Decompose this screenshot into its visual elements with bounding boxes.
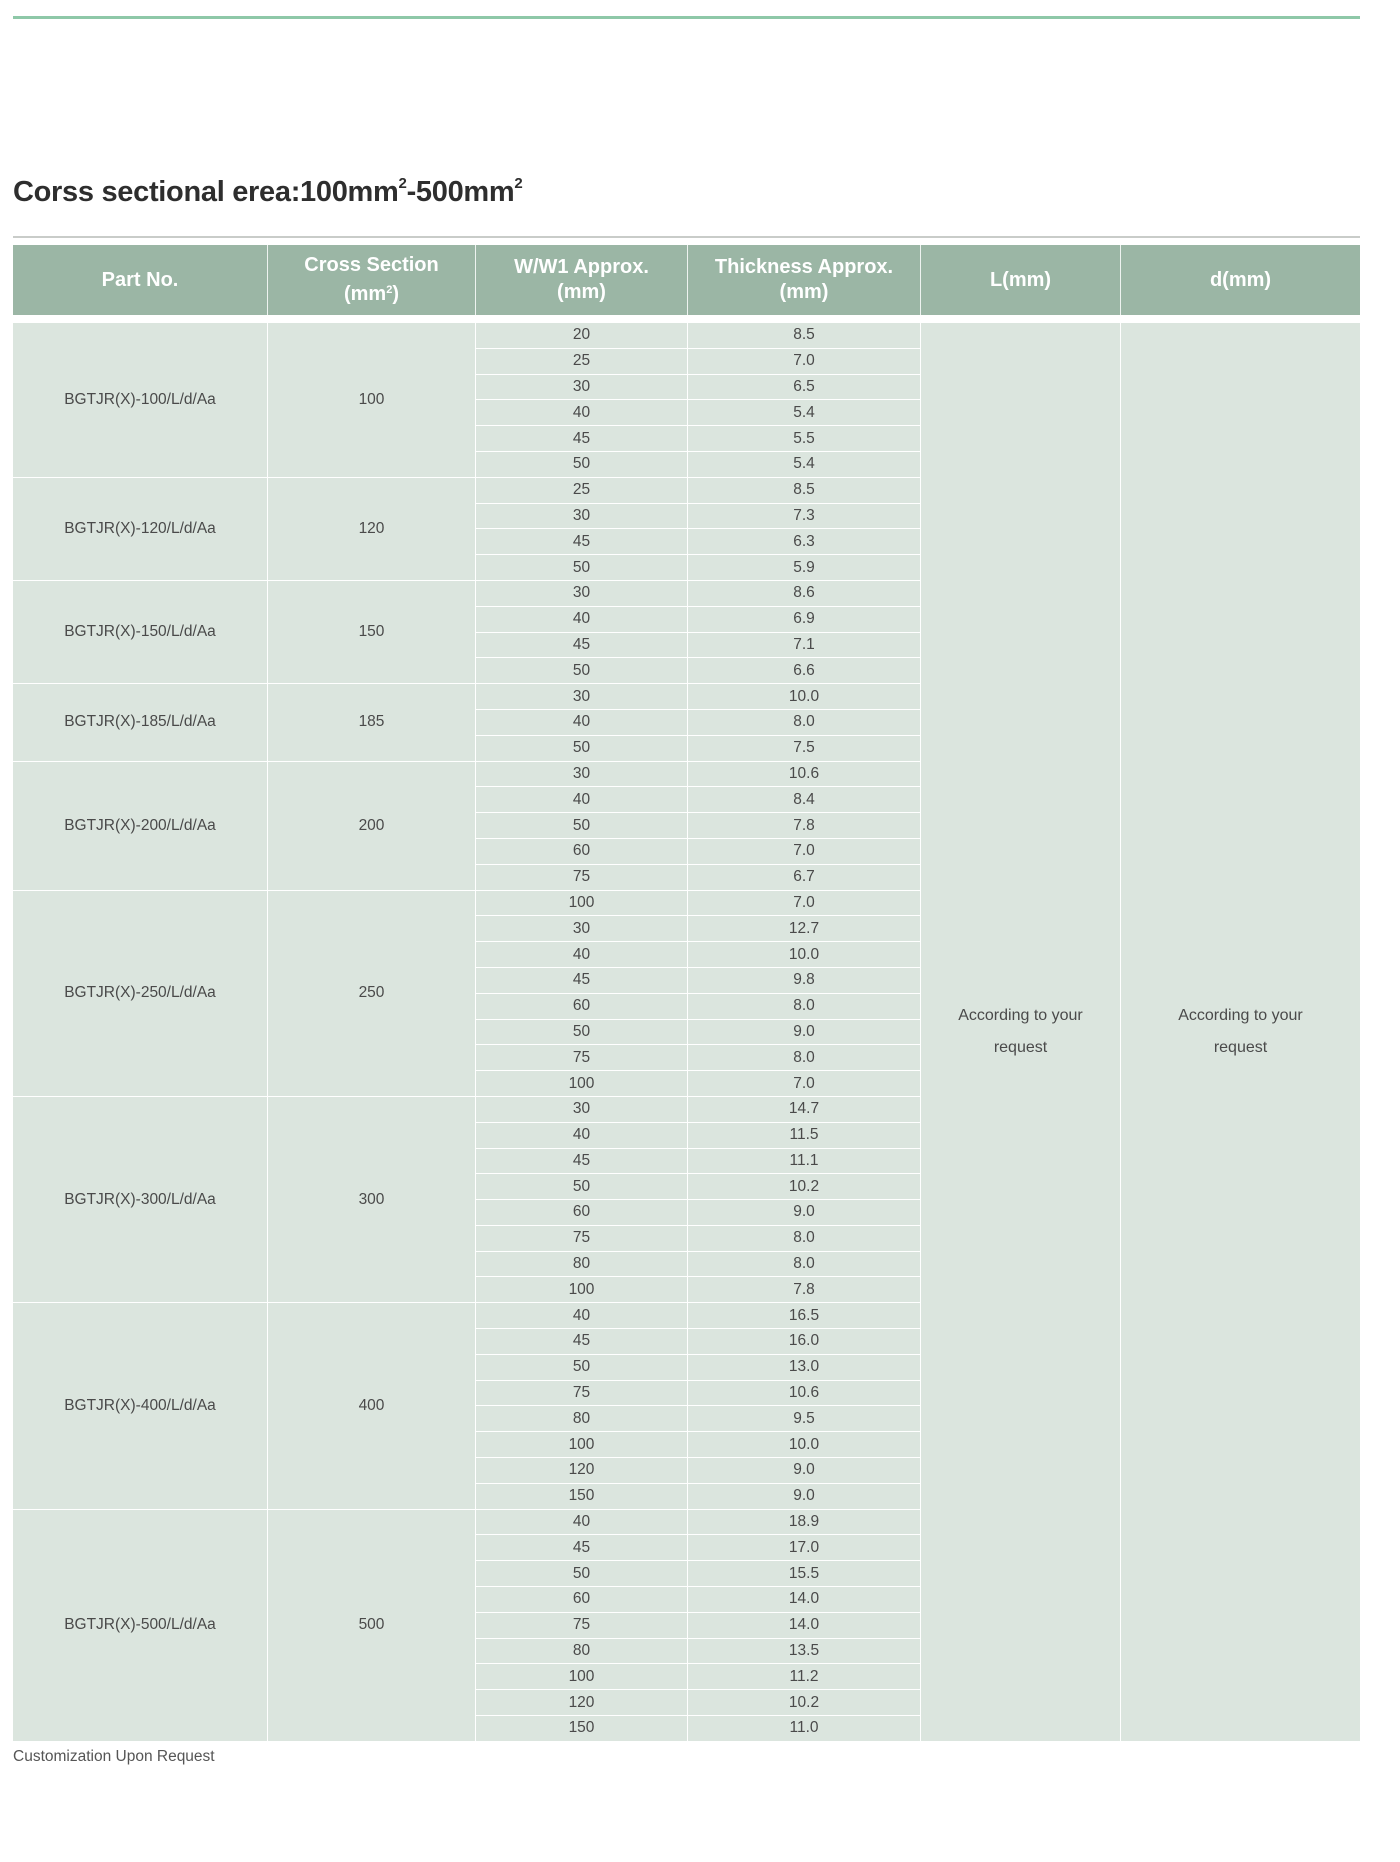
thickness-cell: 18.9	[688, 1510, 921, 1536]
thickness-cell: 7.1	[688, 633, 921, 659]
width-cell: 60	[476, 994, 688, 1020]
table-body	[13, 323, 1360, 1742]
width-cell: 150	[476, 1716, 688, 1742]
thickness-cell: 16.5	[688, 1303, 921, 1329]
table-row	[13, 323, 1360, 349]
thickness-cell: 9.0	[688, 1458, 921, 1484]
thickness-cell: 15.5	[688, 1561, 921, 1587]
width-cell: 40	[476, 1510, 688, 1536]
cross-section-cell: 100	[268, 323, 476, 478]
thickness-cell: 17.0	[688, 1535, 921, 1561]
thickness-cell: 10.0	[688, 1432, 921, 1458]
thickness-cell: 14.0	[688, 1587, 921, 1613]
cross-section-cell: 150	[268, 581, 476, 684]
width-cell: 50	[476, 1020, 688, 1046]
width-cell: 50	[476, 452, 688, 478]
thickness-cell: 9.0	[688, 1200, 921, 1226]
thickness-cell: 13.0	[688, 1355, 921, 1381]
thickness-cell: 7.0	[688, 891, 921, 917]
thickness-cell: 8.5	[688, 323, 921, 349]
thickness-cell: 10.2	[688, 1174, 921, 1200]
thickness-cell: 6.9	[688, 607, 921, 633]
width-cell: 40	[476, 710, 688, 736]
width-cell: 100	[476, 1432, 688, 1458]
thickness-cell: 8.5	[688, 478, 921, 504]
width-cell: 100	[476, 1664, 688, 1690]
width-cell: 60	[476, 1200, 688, 1226]
title-divider	[13, 236, 1360, 238]
width-cell: 80	[476, 1252, 688, 1278]
width-cell: 30	[476, 504, 688, 530]
width-cell: 40	[476, 607, 688, 633]
width-cell: 25	[476, 478, 688, 504]
part-number-cell: BGTJR(X)-400/L/d/Aa	[13, 1303, 268, 1509]
thickness-cell: 16.0	[688, 1329, 921, 1355]
thickness-cell: 11.2	[688, 1664, 921, 1690]
width-cell: 75	[476, 1613, 688, 1639]
header-diameter: d(mm)	[1121, 245, 1360, 315]
thickness-cell: 6.5	[688, 375, 921, 401]
width-cell: 60	[476, 1587, 688, 1613]
width-cell: 30	[476, 1097, 688, 1123]
part-number-cell: BGTJR(X)-120/L/d/Aa	[13, 478, 268, 581]
top-accent-rule	[13, 16, 1360, 19]
cross-section-cell: 250	[268, 891, 476, 1097]
cross-section-cell: 300	[268, 1097, 476, 1303]
thickness-cell: 8.0	[688, 1226, 921, 1252]
thickness-cell: 8.0	[688, 994, 921, 1020]
part-number-cell: BGTJR(X)-500/L/d/Aa	[13, 1510, 268, 1742]
width-cell: 120	[476, 1690, 688, 1716]
thickness-cell: 5.5	[688, 426, 921, 452]
width-cell: 50	[476, 555, 688, 581]
diameter-note-cell: According to your request	[1121, 323, 1360, 1742]
width-cell: 60	[476, 839, 688, 865]
width-cell: 75	[476, 865, 688, 891]
part-number-cell: BGTJR(X)-100/L/d/Aa	[13, 323, 268, 478]
width-cell: 80	[476, 1639, 688, 1665]
width-cell: 40	[476, 942, 688, 968]
width-cell: 30	[476, 762, 688, 788]
thickness-cell: 9.0	[688, 1484, 921, 1510]
thickness-cell: 14.7	[688, 1097, 921, 1123]
thickness-cell: 7.8	[688, 813, 921, 839]
thickness-cell: 9.5	[688, 1406, 921, 1432]
width-cell: 50	[476, 736, 688, 762]
width-cell: 80	[476, 1406, 688, 1432]
thickness-cell: 10.0	[688, 684, 921, 710]
cross-section-cell: 200	[268, 762, 476, 891]
width-cell: 25	[476, 349, 688, 375]
width-cell: 40	[476, 1303, 688, 1329]
width-cell: 40	[476, 400, 688, 426]
cross-section-cell: 400	[268, 1303, 476, 1509]
thickness-cell: 8.6	[688, 581, 921, 607]
thickness-cell: 11.0	[688, 1716, 921, 1742]
thickness-cell: 12.7	[688, 916, 921, 942]
thickness-cell: 9.0	[688, 1020, 921, 1046]
cross-section-cell: 185	[268, 684, 476, 761]
thickness-cell: 7.0	[688, 349, 921, 375]
length-note-cell: According to your request	[921, 323, 1121, 1742]
width-cell: 100	[476, 1277, 688, 1303]
part-number-cell: BGTJR(X)-300/L/d/Aa	[13, 1097, 268, 1303]
thickness-cell: 5.4	[688, 452, 921, 478]
thickness-cell: 11.1	[688, 1149, 921, 1175]
width-cell: 45	[476, 426, 688, 452]
thickness-cell: 8.0	[688, 710, 921, 736]
thickness-cell: 10.0	[688, 942, 921, 968]
thickness-cell: 9.8	[688, 968, 921, 994]
width-cell: 50	[476, 1561, 688, 1587]
thickness-cell: 8.4	[688, 787, 921, 813]
header-length: L(mm)	[921, 245, 1121, 315]
thickness-cell: 5.9	[688, 555, 921, 581]
thickness-cell: 7.3	[688, 504, 921, 530]
thickness-cell: 8.0	[688, 1252, 921, 1278]
thickness-cell: 11.5	[688, 1123, 921, 1149]
width-cell: 100	[476, 1071, 688, 1097]
thickness-cell: 10.6	[688, 1381, 921, 1407]
thickness-cell: 6.6	[688, 658, 921, 684]
width-cell: 40	[476, 1123, 688, 1149]
thickness-cell: 5.4	[688, 400, 921, 426]
part-number-cell: BGTJR(X)-185/L/d/Aa	[13, 684, 268, 761]
thickness-cell: 7.0	[688, 1071, 921, 1097]
width-cell: 45	[476, 1535, 688, 1561]
header-cross-section: Cross Section $(mm^2)$	[268, 245, 476, 315]
footer-note: Customization Upon Request	[13, 1748, 215, 1765]
thickness-cell: 8.0	[688, 1045, 921, 1071]
width-cell: 50	[476, 1355, 688, 1381]
width-cell: 45	[476, 633, 688, 659]
thickness-cell: 6.3	[688, 529, 921, 555]
thickness-cell: 10.2	[688, 1690, 921, 1716]
width-cell: 100	[476, 891, 688, 917]
cross-section-cell: 500	[268, 1510, 476, 1742]
thickness-cell: 7.8	[688, 1277, 921, 1303]
width-cell: 150	[476, 1484, 688, 1510]
thickness-cell: 7.0	[688, 839, 921, 865]
header-part-no: Part No.	[13, 245, 268, 315]
width-cell: 75	[476, 1045, 688, 1071]
width-cell: 45	[476, 529, 688, 555]
thickness-cell: 14.0	[688, 1613, 921, 1639]
width-cell: 50	[476, 1174, 688, 1200]
spec-table	[13, 245, 1360, 1742]
thickness-cell: 10.6	[688, 762, 921, 788]
part-number-cell: BGTJR(X)-150/L/d/Aa	[13, 581, 268, 684]
part-number-cell: BGTJR(X)-250/L/d/Aa	[13, 891, 268, 1097]
width-cell: 50	[476, 658, 688, 684]
table-header-row	[13, 245, 1360, 315]
width-cell: 45	[476, 1149, 688, 1175]
width-cell: 120	[476, 1458, 688, 1484]
width-cell: 45	[476, 1329, 688, 1355]
width-cell: 30	[476, 581, 688, 607]
width-cell: 40	[476, 787, 688, 813]
width-cell: 30	[476, 375, 688, 401]
header-width: W/W1 Approx. (mm)	[476, 245, 688, 315]
header-thickness: Thickness Approx. (mm)	[688, 245, 921, 315]
thickness-cell: 13.5	[688, 1639, 921, 1665]
width-cell: 30	[476, 916, 688, 942]
width-cell: 30	[476, 684, 688, 710]
part-number-cell: BGTJR(X)-200/L/d/Aa	[13, 762, 268, 891]
width-cell: 75	[476, 1226, 688, 1252]
width-cell: 20	[476, 323, 688, 349]
thickness-cell: 6.7	[688, 865, 921, 891]
page-title: Corss sectional $erea:100mm^2-500mm^2$	[13, 175, 523, 208]
width-cell: 50	[476, 813, 688, 839]
thickness-cell: 7.5	[688, 736, 921, 762]
width-cell: 45	[476, 968, 688, 994]
width-cell: 75	[476, 1381, 688, 1407]
cross-section-cell: 120	[268, 478, 476, 581]
